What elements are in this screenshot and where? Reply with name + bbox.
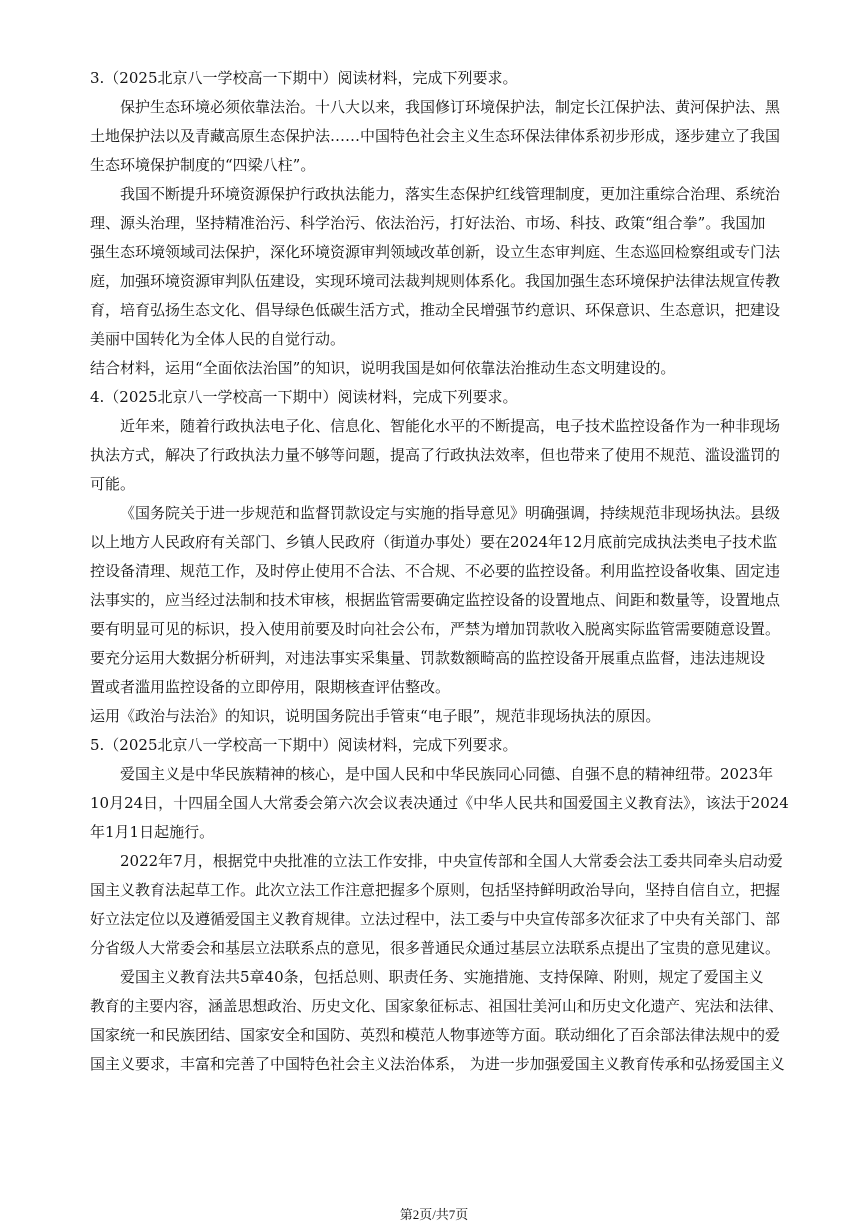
paragraph-line: 土地保护法以及青藏高原生态保护法……中国特色社会主义生态环保法律体系初步形成，逐步建立了我国	[90, 127, 781, 145]
material-paragraph	[90, 963, 790, 1079]
paragraph-line: 年1月1日起施行。	[90, 823, 215, 841]
paragraph-line: 控设备清理、规范工作，及时停止使用不合法、不合规、不必要的监控设备。利用监控设备收集、固定违	[90, 562, 781, 580]
paragraph-line: 我国不断提升环境资源保护行政执法能力，落实生态保护红线管理制度，更加注重综合治理、系统治	[120, 185, 781, 203]
paragraph-line: 育，培育弘扬生态文化、倡导绿色低碳生活方式，推动全民增强节约意识、环保意识、生态意识，把建设	[90, 301, 781, 319]
question-header: 5.（2025北京八一学校高一下期中）阅读材料，完成下列要求。	[90, 736, 518, 754]
paragraph-line: 理、源头治理，坚持精准治污、科学治污、依法治污，打好法治、市场、科技、政策“组合拳”。我国加	[90, 214, 766, 232]
paragraph-line: 近年来，随着行政执法电子化、信息化、智能化水平的不断提高，电子技术监控设备作为一种非现场	[120, 417, 781, 435]
material-paragraph	[90, 412, 790, 499]
paragraph-line: 强生态环境领域司法保护，深化环境资源审判领域改革创新，设立生态审判庭、生态巡回检察组或专门法	[90, 243, 781, 261]
paragraph-line: 要充分运用大数据分析研判，对违法事实采集量、罚款数额畸高的监控设备开展重点监督，违法违规设	[90, 649, 766, 667]
question-block	[90, 64, 790, 383]
question-block	[90, 731, 790, 1079]
material-paragraph	[90, 499, 790, 702]
material-paragraph	[90, 847, 790, 963]
question-prompt: 结合材料，运用“全面依法治国”的知识，说明我国是如何依靠法治推动生态文明建设的。	[90, 359, 676, 377]
paragraph-line: 法事实的，应当经过法制和技术审核，根据监管需要确定监控设备的设置地点、间距和数量等，设置地点	[90, 591, 781, 609]
paragraph-line: 执法方式，解决了行政执法力量不够等问题，提高了行政执法效率，但也带来了使用不规范、滥设滥罚的	[90, 446, 781, 464]
paragraph-line: 10月24日，十四届全国人大常委会第六次会议表决通过《中华人民共和国爱国主义教育法》，该法于2024	[90, 794, 789, 812]
question-block	[90, 383, 790, 731]
paragraph-line: 可能。	[90, 475, 136, 493]
question-header: 4.（2025北京八一学校高一下期中）阅读材料，完成下列要求。	[90, 388, 518, 406]
question-prompt: 运用《政治与法治》的知识，说明国务院出手管束“电子眼”，规范非现场执法的原因。	[90, 707, 661, 725]
paragraph-line: 爱国主义是中华民族精神的核心，是中国人民和中华民族同心同德、自强不息的精神纽带。2023年	[120, 765, 774, 783]
paragraph-line: 以上地方人民政府有关部门、乡镇人民政府（街道办事处）要在2024年12月底前完成执法类电子技术监	[90, 533, 778, 551]
material-paragraph	[90, 93, 790, 180]
paragraph-line: 《国务院关于进一步规范和监督罚款设定与实施的指导意见》明确强调，持续规范非现场执法。县级	[120, 504, 781, 522]
paragraph-line: 爱国主义教育法共5章40条，包括总则、职责任务、实施措施、支持保障、附则，规定了爱国主义	[120, 968, 764, 986]
paragraph-line: 2022年7月，根据党中央批准的立法工作安排，中央宣传部和全国人大常委会法工委共同牵头启动爱	[120, 852, 783, 870]
page-footer: 第2页/共7页	[399, 1207, 469, 1222]
paragraph-line: 国主义教育法起草工作。此次立法工作注意把握多个原则，包括坚持鲜明政治导向，坚持自信自立，把握	[90, 881, 781, 899]
document-content	[90, 64, 790, 1079]
paragraph-line: 要有明显可见的标识，投入使用前要及时向社会公布，严禁为增加罚款收入脱离实际监管需要随意设置。	[90, 620, 781, 638]
paragraph-line: 分省级人大常委会和基层立法联系点的意见，很多普通民众通过基层立法联系点提出了宝贵的意见建议。	[90, 939, 781, 957]
paragraph-line: 生态环境保护制度的“四梁八柱”。	[90, 156, 316, 174]
paragraph-line: 国家统一和民族团结、国家安全和国防、英烈和模范人物事迹等方面。联动细化了百余部法律法规中的爱	[90, 1026, 781, 1044]
paragraph-line: 教育的主要内容，涵盖思想政治、历史文化、国家象征标志、祖国壮美河山和历史文化遗产、宪法和法律、	[90, 998, 784, 1015]
question-header: 3.（2025北京八一学校高一下期中）阅读材料，完成下列要求。	[90, 69, 518, 87]
paragraph-line: 美丽中国转化为全体人民的自觉行动。	[90, 330, 346, 348]
paragraph-line: 保护生态环境必须依靠法治。十八大以来，我国修订环境保护法，制定长江保护法、黄河保护法、黑	[120, 98, 781, 116]
paragraph-line: 置或者滥用监控设备的立即停用，限期核查评估整改。	[90, 678, 451, 696]
paragraph-line: 庭，加强环境资源审判队伍建设，实现环境司法裁判规则体系化。我国加强生态环境保护法律法规宣传教	[90, 272, 781, 290]
material-paragraph	[90, 180, 790, 354]
material-paragraph	[90, 760, 790, 847]
paragraph-line: 国主义要求，丰富和完善了中国特色社会主义法治体系， 为进一步加强爱国主义教育传承和弘扬爱国主义	[90, 1055, 785, 1073]
paragraph-line: 好立法定位以及遵循爱国主义教育规律。立法过程中，法工委与中央宣传部多次征求了中央有关部门、部	[90, 910, 781, 928]
